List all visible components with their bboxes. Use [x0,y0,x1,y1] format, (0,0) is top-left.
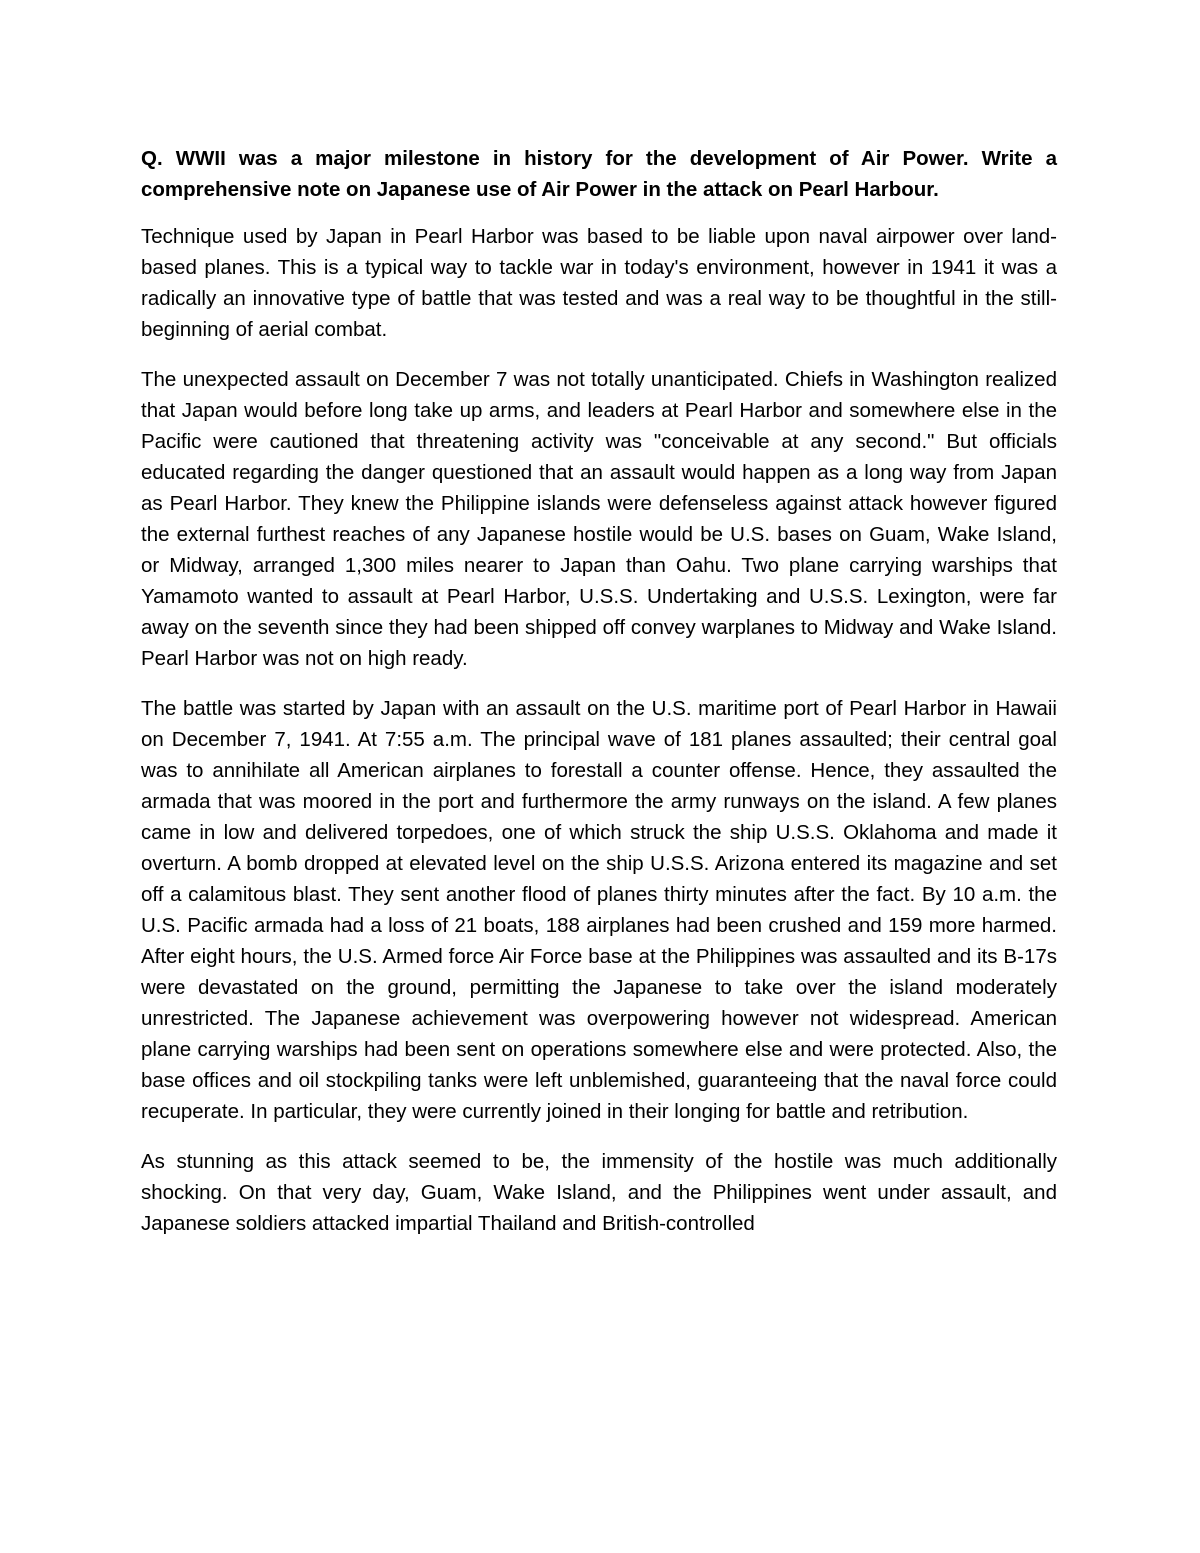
paragraph-battle-started: The battle was started by Japan with an assault on the U.S. maritime port of Pearl Harbor in Hawaii on December 7, 1941. At 7:55 a.m. The principal wave of 181 planes assaulted; their central goal was to annihilate all American airplanes to forestall a counter offense. Hence, they assaulted the armada that was moored in the port and furthermore the army runways on the island. A few planes came in low and delivered torpedoes, one of which struck the ship U.S.S. Oklahoma and made it overturn. A bomb dropped at elevated level on the ship U.S.S. Arizona entered its magazine and set off a calamitous blast. They sent another flood of planes thirty minutes after the fact. By 10 a.m. the U.S. Pacific armada had a loss of 21 boats, 188 airplanes had been crushed and 159 more harmed. After eight hours, the U.S. Armed force Air Force base at the Philippines was assaulted and its B-17s were devastated on the ground, permitting the Japanese to take over the island moderately unrestricted. The Japanese achievement was overpowering however not widespread. American plane carrying warships had been sent on operations somewhere else and were protected. Also, the base offices and oil stockpiling tanks were left unblemished, guaranteeing that the naval force could recuperate. In particular, they were currently joined in their longing for battle and retribution. [141,697,1057,1123]
question-heading: Q. WWII was a major milestone in history for the development of Air Power. Write a comprehensive note on Japanese use of Air Power in the attack on Pearl Harbour. [141,147,1057,201]
paragraph-unexpected-assault: The unexpected assault on December 7 was not totally unanticipated. Chiefs in Washington realized that Japan would before long take up arms, and leaders at Pearl Harbor and somewhere else in the Pacific were cautioned that threatening activity was "conceivable at any second." But officials educated regarding the danger questioned that an assault would happen as a long way from Japan as Pearl Harbor. They knew the Philippine islands were defenseless against attack however figured the external furthest reaches of any Japanese hostile would be U.S. bases on Guam, Wake Island, or Midway, arranged 1,300 miles nearer to Japan than Oahu. Two plane carrying warships that Yamamoto wanted to assault at Pearl Harbor, U.S.S. Undertaking and U.S.S. Lexington, were far away on the seventh since they had been shipped off convey warplanes to Midway and Wake Island. Pearl Harbor was not on high ready. [141,368,1057,670]
paragraph-technique: Technique used by Japan in Pearl Harbor was based to be liable upon naval airpower over land-based planes. This is a typical way to tackle war in today's environment, however in 1941 it was a radically an innovative type of battle that was tested and was a real way to be thoughtful in the still-beginning of aerial combat. [141,225,1057,341]
document-page [141,143,1057,1258]
paragraph-stunning-attack: As stunning as this attack seemed to be, the immensity of the hostile was much additionally shocking. On that very day, Guam, Wake Island, and the Philippines went under assault, and Japanese soldiers attacked impartial Thailand and British-controlled [141,1150,1057,1235]
